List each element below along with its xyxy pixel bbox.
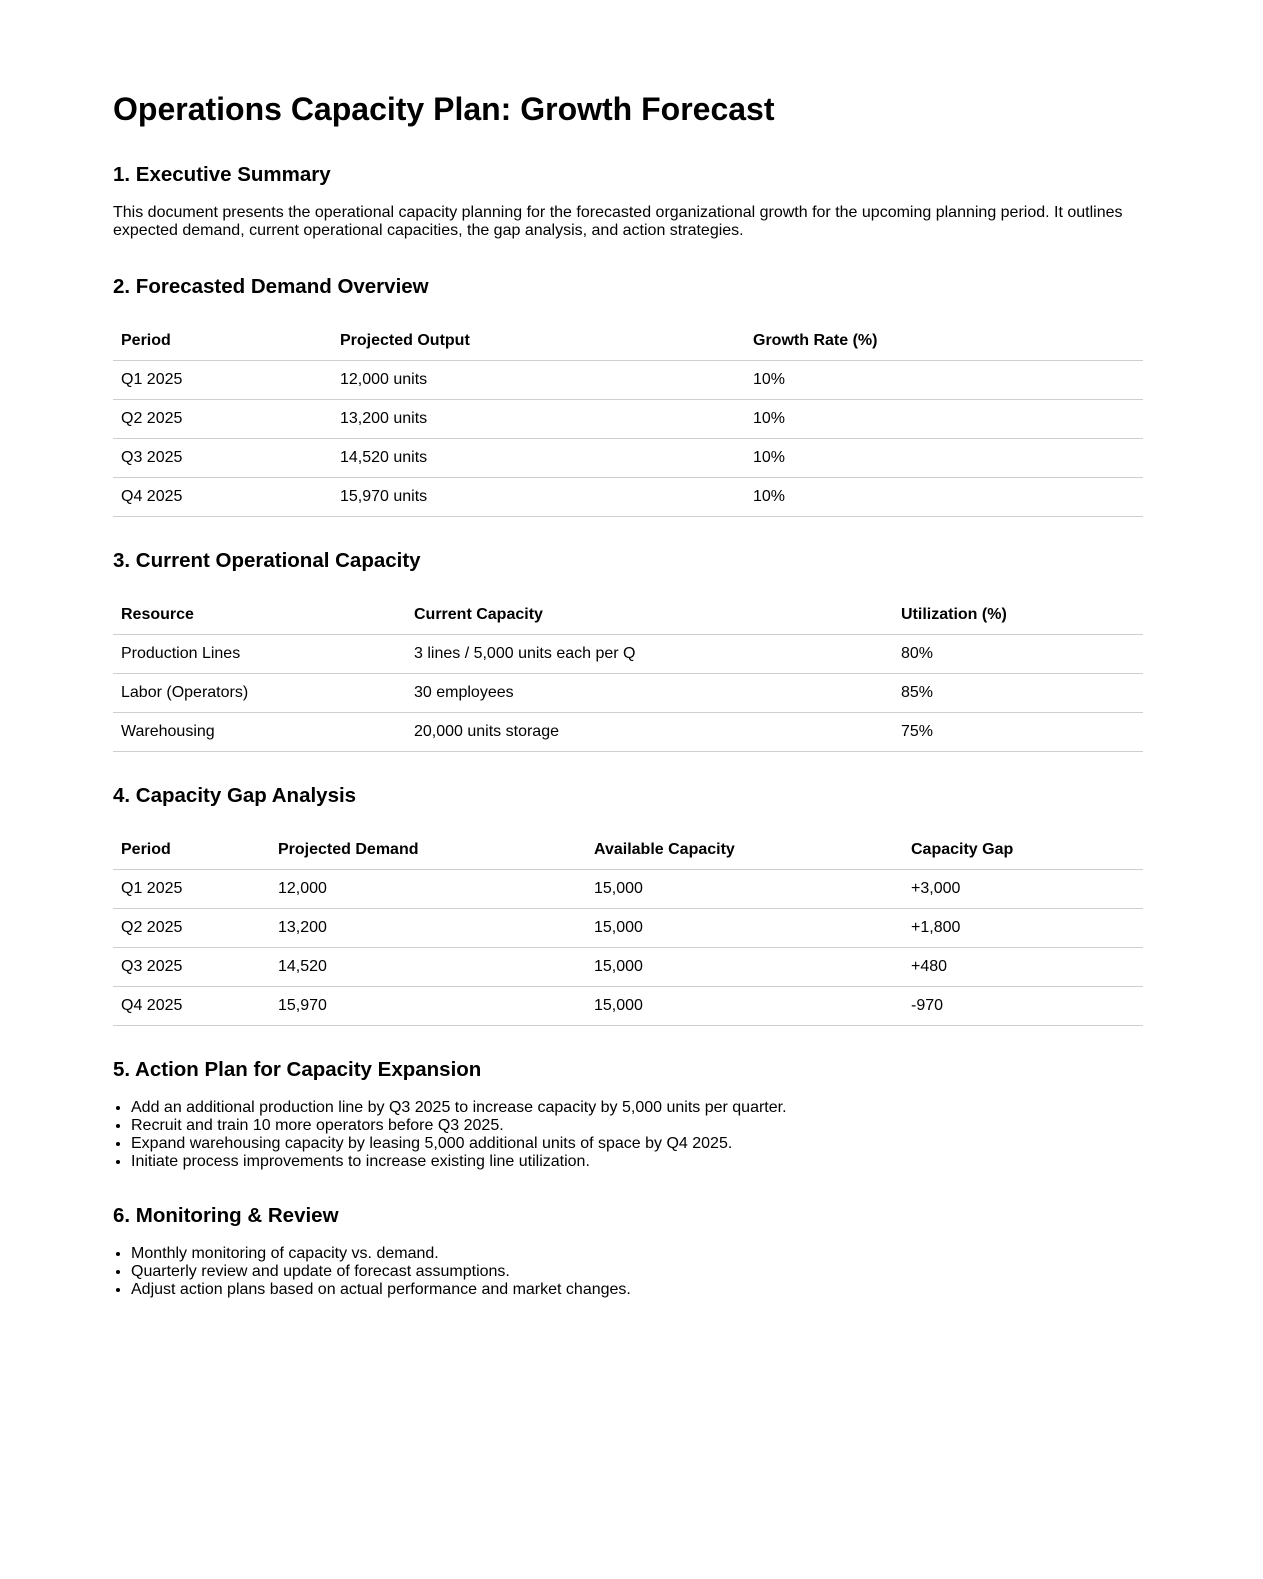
column-header: Available Capacity bbox=[586, 830, 903, 870]
list-item: • Recruit and train 10 more operators before Q3 2025. bbox=[131, 1117, 1143, 1135]
table-cell: +3,000 bbox=[903, 870, 1143, 909]
list-item: • Monthly monitoring of capacity vs. demand. bbox=[131, 1245, 1143, 1263]
column-header: Projected Output bbox=[332, 321, 745, 361]
table-cell: 12,000 units bbox=[332, 361, 745, 400]
list-item: • Initiate process improvements to increase existing line utilization. bbox=[131, 1153, 1143, 1171]
summary-paragraph: This document presents the operational capacity planning for the forecasted organizational growth for the upcoming planning period. It outlines expected demand, current operational capacities, the gap analysis, and action strategies. bbox=[113, 204, 1123, 239]
section-heading: 1. Executive Summary bbox=[113, 163, 331, 186]
table-cell: Warehousing bbox=[113, 713, 406, 752]
list-item: • Add an additional production line by Q3 2025 to increase capacity by 5,000 units per quarter. bbox=[131, 1099, 1143, 1117]
table-row bbox=[113, 400, 1143, 439]
table-header-row bbox=[113, 321, 1143, 361]
gap-table bbox=[113, 830, 1143, 1026]
table-cell: 10% bbox=[745, 478, 1143, 517]
table-row bbox=[113, 478, 1143, 517]
column-header: Period bbox=[113, 830, 270, 870]
executive-summary-section bbox=[113, 162, 1143, 240]
table-cell: 15,970 units bbox=[332, 478, 745, 517]
section-heading: 4. Capacity Gap Analysis bbox=[113, 784, 357, 807]
table-cell: Q3 2025 bbox=[113, 948, 270, 987]
table-cell: 75% bbox=[893, 713, 1143, 752]
list-item: • Expand warehousing capacity by leasing 5,000 additional units of space by Q4 2025. bbox=[131, 1135, 1143, 1153]
table-row bbox=[113, 909, 1143, 948]
table-cell: Labor (Operators) bbox=[113, 674, 406, 713]
section-heading: 3. Current Operational Capacity bbox=[113, 549, 421, 572]
monitoring-list bbox=[113, 1245, 1143, 1299]
list-item: • Adjust action plans based on actual performance and market changes. bbox=[131, 1281, 1143, 1299]
column-header: Period bbox=[113, 321, 332, 361]
table-row bbox=[113, 674, 1143, 713]
table-cell: 13,200 units bbox=[332, 400, 745, 439]
table-row bbox=[113, 439, 1143, 478]
table-cell: 10% bbox=[745, 439, 1143, 478]
column-header: Projected Demand bbox=[270, 830, 586, 870]
table-cell: +1,800 bbox=[903, 909, 1143, 948]
table-cell: 12,000 bbox=[270, 870, 586, 909]
table-cell: Production Lines bbox=[113, 635, 406, 674]
capacity-section bbox=[113, 548, 1143, 752]
page-title: Operations Capacity Plan: Growth Forecast bbox=[113, 91, 775, 127]
action-plan-list bbox=[113, 1099, 1143, 1171]
table-row bbox=[113, 948, 1143, 987]
column-header: Current Capacity bbox=[406, 595, 893, 635]
column-header: Capacity Gap bbox=[903, 830, 1143, 870]
table-cell: Q3 2025 bbox=[113, 439, 332, 478]
table-cell: 3 lines / 5,000 units each per Q bbox=[406, 635, 893, 674]
table-row bbox=[113, 635, 1143, 674]
table-cell: Q1 2025 bbox=[113, 870, 270, 909]
column-header: Resource bbox=[113, 595, 406, 635]
table-cell: 10% bbox=[745, 361, 1143, 400]
table-cell: 15,000 bbox=[586, 987, 903, 1026]
table-cell: 15,000 bbox=[586, 909, 903, 948]
table-cell: Q2 2025 bbox=[113, 909, 270, 948]
table-cell: Q1 2025 bbox=[113, 361, 332, 400]
forecast-table bbox=[113, 321, 1143, 517]
table-cell: 10% bbox=[745, 400, 1143, 439]
monitoring-section bbox=[113, 1203, 1143, 1299]
table-row bbox=[113, 987, 1143, 1026]
table-row bbox=[113, 713, 1143, 752]
table-cell: 15,000 bbox=[586, 870, 903, 909]
table-header-row bbox=[113, 595, 1143, 635]
table-cell: Q4 2025 bbox=[113, 987, 270, 1026]
table-cell: 13,200 bbox=[270, 909, 586, 948]
section-heading: 6. Monitoring & Review bbox=[113, 1204, 339, 1227]
capacity-table bbox=[113, 595, 1143, 752]
list-item: • Quarterly review and update of forecast assumptions. bbox=[131, 1263, 1143, 1281]
table-cell: -970 bbox=[903, 987, 1143, 1026]
column-header: Utilization (%) bbox=[893, 595, 1143, 635]
forecast-section bbox=[113, 274, 1143, 517]
column-header: Growth Rate (%) bbox=[745, 321, 1143, 361]
table-header-row bbox=[113, 830, 1143, 870]
table-cell: 15,000 bbox=[586, 948, 903, 987]
gap-analysis-section bbox=[113, 783, 1143, 1026]
table-cell: 80% bbox=[893, 635, 1143, 674]
table-cell: 14,520 bbox=[270, 948, 586, 987]
table-cell: 14,520 units bbox=[332, 439, 745, 478]
table-row bbox=[113, 361, 1143, 400]
table-cell: 15,970 bbox=[270, 987, 586, 1026]
table-cell: Q2 2025 bbox=[113, 400, 332, 439]
table-cell: 30 employees bbox=[406, 674, 893, 713]
table-cell: +480 bbox=[903, 948, 1143, 987]
table-cell: 20,000 units storage bbox=[406, 713, 893, 752]
table-cell: Q4 2025 bbox=[113, 478, 332, 517]
action-plan-section bbox=[113, 1057, 1143, 1171]
section-heading: 5. Action Plan for Capacity Expansion bbox=[113, 1058, 482, 1081]
section-heading: 2. Forecasted Demand Overview bbox=[113, 275, 429, 298]
table-cell: 85% bbox=[893, 674, 1143, 713]
table-row bbox=[113, 870, 1143, 909]
